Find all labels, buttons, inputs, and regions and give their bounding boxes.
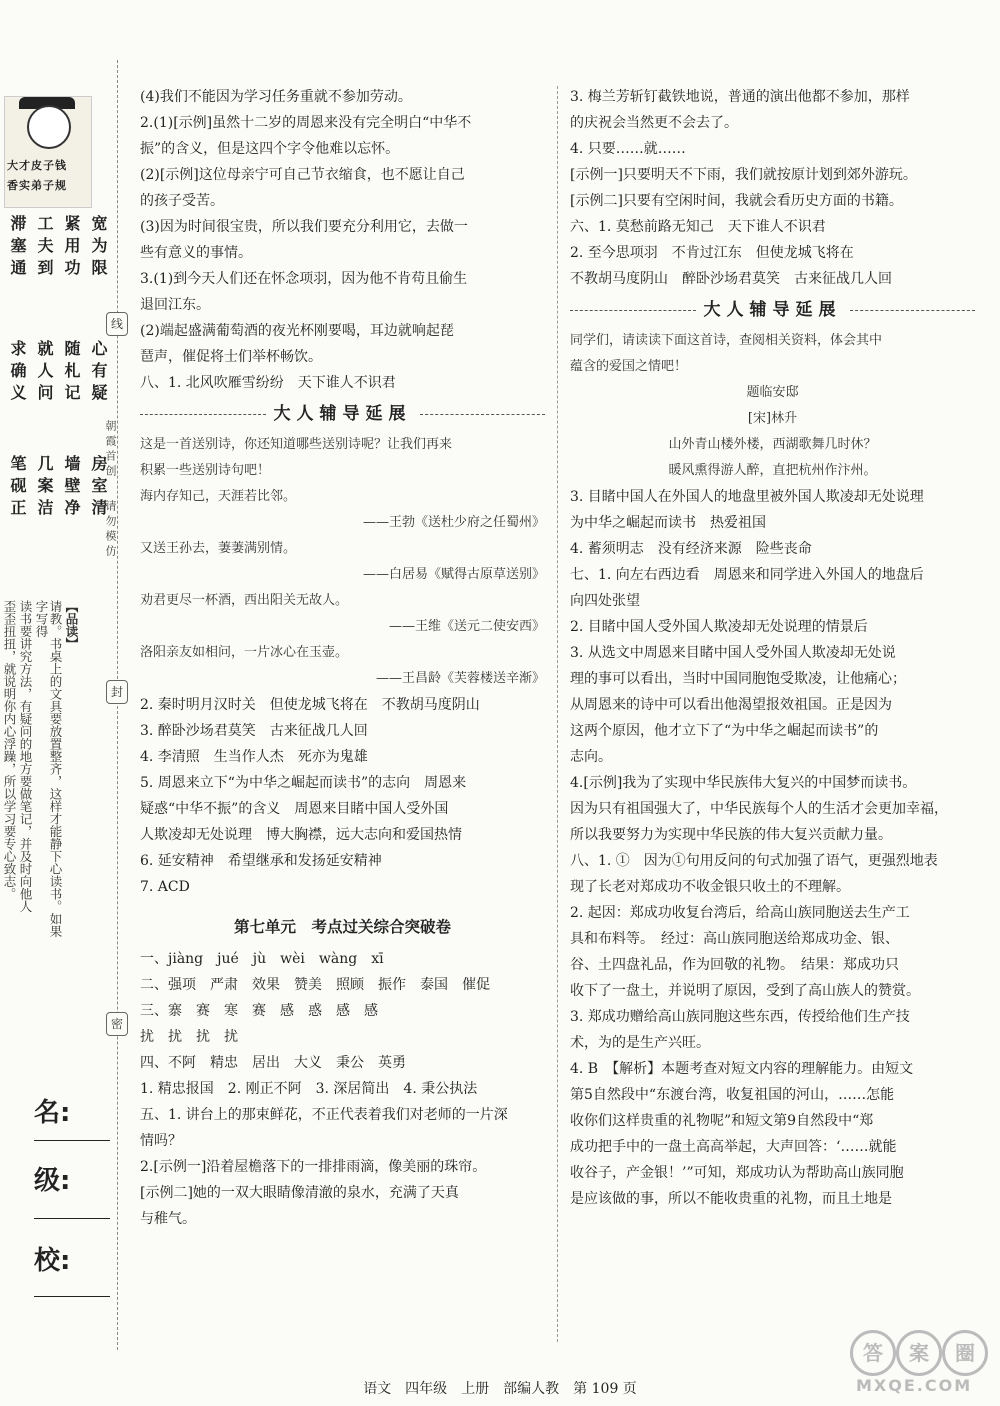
answer-line: 2. 至今思项羽 不肯过江东 但使龙城飞将在	[570, 245, 854, 261]
left-extension	[140, 432, 545, 692]
answer-line: 一、jiàng jué jù wèi wàng xī	[140, 951, 384, 967]
answer-line: 4. 李清照 生当作人杰 死亦为鬼雄	[140, 749, 368, 765]
answer-line: 四、不阿 精忠 居出 大义 秉公 英勇	[140, 1055, 406, 1071]
answer-line: 收你们这样贵重的礼物呢”和短文第9自然段中“郑	[570, 1113, 874, 1129]
verse-column: 心有疑	[89, 340, 108, 406]
answer-line: 琶声，催促将士们举杯畅饮。	[140, 349, 322, 365]
grade-underline	[34, 1218, 110, 1219]
answer-line: 2. 目睹中国人受外国人欺凌却无处说理的情景后	[570, 619, 868, 635]
verse-column: 房室清	[89, 455, 108, 521]
answer-line: 具和布料等。 经过：高山族同胞送给郑成功金、银、	[570, 931, 899, 947]
answer-line: 收谷子，产金银！’”可知，郑成功认为帮助高山族同胞	[570, 1165, 904, 1181]
left-answers	[140, 84, 545, 396]
right-column	[570, 84, 975, 1212]
verse-column: 墙壁净	[62, 455, 81, 521]
answer-line: 4. 蓄须明志 没有经济来源 险些丧命	[570, 541, 812, 557]
answer-line: [宋]林升	[747, 411, 798, 426]
answer-line: 退回江东。	[140, 297, 210, 313]
answer-line: 第5自然段中“东渡台湾，收复祖国的河山，……怎能	[570, 1087, 895, 1103]
dizigui-verses-2	[6, 340, 110, 406]
answer-line: 疑惑“中华不振”的含义 周恩来目睹中国人受外国	[140, 801, 449, 817]
answer-line: 八、1. 北风吹雁雪纷纷 天下谁人不识君	[140, 375, 396, 391]
right-answers	[570, 84, 975, 292]
verse-column: 紧用功	[62, 215, 81, 281]
column-divider	[557, 86, 558, 1342]
answer-line: 理的事可以看出，当时中国同胞饱受欺凌，让他痛心；	[570, 671, 906, 687]
tip-heading: 【品读】	[64, 600, 79, 650]
answer-line: 八、1. ① 因为①句用反问的句式加强了语气，更强烈地表	[570, 853, 938, 869]
banner-rule	[420, 414, 546, 415]
answer-line: 积累一些送别诗句吧！	[140, 463, 271, 478]
banner-title: 大人辅导延展	[703, 300, 842, 320]
page-footer: 语文 四年级 上册 部编人教 第 109 页	[363, 1381, 637, 1397]
logo-line2: 香实弟子规	[7, 179, 67, 192]
answer-line: 4. 只要……就……	[570, 141, 686, 157]
answer-line: 术，为的是生产兴旺。	[570, 1035, 710, 1051]
answer-line: 向四处张望	[570, 593, 640, 609]
reading-tip	[2, 600, 79, 940]
answer-line: (4)我们不能因为学习任务重就不参加劳动。	[140, 89, 412, 105]
banner-rule	[850, 310, 976, 311]
answer-line: [示例二]只要有空闲时间，我就会看历史方面的书籍。	[570, 193, 903, 209]
watermark-char: 圈	[942, 1330, 988, 1376]
answer-line: 情吗？	[140, 1133, 182, 1149]
banner-title: 大人辅导延展	[273, 404, 412, 424]
name-underline	[34, 1140, 110, 1141]
seal-xian: 线	[106, 312, 128, 336]
verse-column: 就人问	[35, 340, 54, 406]
right-extension-banner	[570, 295, 975, 325]
right-extension	[570, 328, 975, 484]
watermark	[850, 1330, 986, 1398]
answer-line: [示例二]她的一双大眼睛像清澈的泉水，充满了天真	[140, 1185, 459, 1201]
answer-line: 2.(1)[示例]虽然十二岁的周恩来没有完全明白“中华不	[140, 115, 472, 131]
answer-line: (2)[示例]这位母亲宁可自己节衣缩食，也不愿让自己	[140, 167, 465, 183]
left-column	[140, 84, 545, 1232]
answer-line: 振”的含义，但是这四个字令他难以忘怀。	[140, 141, 400, 157]
verse-column: 滞塞通	[8, 215, 27, 281]
answer-line: 蕴含的爱国之情吧！	[570, 359, 688, 374]
answer-line: (2)端起盛满葡萄酒的夜光杯刚要喝，耳边就响起琵	[140, 323, 454, 339]
verse-column: 工夫到	[35, 215, 54, 281]
dizigui-verses-3	[6, 455, 110, 521]
tip-column: 读书要讲究方法，有疑问的地方要做笔记，并及时向他人	[18, 600, 33, 913]
answer-line: 7. ACD	[140, 879, 190, 895]
answer-line: 3. 梅兰芳斩钉截铁地说，普通的演出他都不参加，那样	[570, 89, 910, 105]
name-field	[34, 1092, 114, 1129]
answer-line: ——王维《送元二使安西》	[388, 619, 545, 634]
seal-feng: 封	[106, 680, 128, 704]
answer-line: 收下了一盘土，并说明了原因，受到了高山族人的赞赏。	[570, 983, 920, 999]
answer-line: 3. 醉卧沙场君莫笑 古来征战几人回	[140, 723, 368, 739]
answer-line: 扰 扰 扰 扰	[140, 1029, 238, 1045]
grade-label: 级:	[34, 1166, 71, 1196]
answer-line: 谷、土四盘礼品，作为回敬的礼物。 结果：郑成功只	[570, 957, 899, 973]
school-field	[34, 1240, 114, 1277]
answer-line: 6. 延安精神 希望继承和发扬延安精神	[140, 853, 382, 869]
answer-line: 同学们，请读读下面这首诗，查阅相关资料，体会其中	[570, 333, 883, 348]
school-label: 校:	[34, 1246, 71, 1276]
answer-line: 这是一首送别诗，你还知道哪些送别诗呢？让我们再来	[140, 437, 453, 452]
notice-2: 请勿模仿	[104, 500, 117, 560]
answer-line: 山外青山楼外楼，西湖歌舞几时休？	[668, 437, 877, 452]
answer-line: 3.(1)到今天人们还在怀念项羽，因为他不肯苟且偷生	[140, 271, 468, 287]
watermark-char: 答	[850, 1330, 896, 1376]
answer-line: 劝君更尽一杯酒，西出阳关无故人。	[140, 593, 349, 608]
verse-column: 笔砚正	[8, 455, 27, 521]
answer-line: 1. 精忠报国 2. 刚正不阿 3. 深居简出 4. 秉公执法	[140, 1081, 478, 1097]
verse-column: 求确义	[8, 340, 27, 406]
left-extension-banner	[140, 399, 545, 429]
answer-line: 不教胡马度阴山 醉卧沙场君莫笑 古来征战几人回	[570, 271, 892, 287]
answer-line: 5. 周恩来立下“为中华之崛起而读书”的志向 周恩来	[140, 775, 467, 791]
verse-column: 宽为限	[89, 215, 108, 281]
banner-rule	[140, 414, 266, 415]
school-underline	[34, 1296, 110, 1297]
answer-line: (3)因为时间很宝贵，所以我们要充分利用它，去做一	[140, 219, 468, 235]
binding-line	[117, 60, 118, 1350]
tip-column: 请教。书桌上的文具要放置整齐，这样才能静下心读书。如果字写得	[34, 600, 63, 938]
watermark-char: 案	[896, 1330, 942, 1376]
answer-line: 2. 秦时明月汉时关 但使龙城飞将在 不教胡马度阴山	[140, 697, 480, 713]
answer-line: 2. 起因：郑成功收复台湾后，给高山族同胞送去生产工	[570, 905, 910, 921]
name-label: 名:	[34, 1098, 71, 1128]
cartoon-face-icon	[27, 105, 71, 149]
answer-line: 五、1. 讲台上的那束鲜花，不正代表着我们对老师的一片深	[140, 1107, 508, 1123]
answer-line: 海内存知己，天涯若比邻。	[140, 489, 297, 504]
left-answers-more	[140, 692, 545, 900]
unit-title: 第七单元 考点过关综合突破卷	[233, 918, 451, 936]
answer-line: 3. 从选文中周恩来目睹中国人受外国人欺凌却无处说	[570, 645, 896, 661]
right-answers-more	[570, 484, 975, 1212]
answer-line: 为中华之崛起而读书 热爱祖国	[570, 515, 766, 531]
answer-line: 3. 郑成功赠给高山族同胞这些东西，传授给他们生产技	[570, 1009, 910, 1025]
answer-line: 与稚气。	[140, 1211, 196, 1227]
answer-line: 成功把手中的一盘土高高举起，大声回答：‘……就能	[570, 1139, 897, 1155]
answer-line: 志向。	[570, 749, 612, 765]
answer-line: 二、强项 严肃 效果 赞美 照顾 振作 泰国 催促	[140, 977, 490, 993]
answer-line: 2.[示例一]沿着屋檐落下的一排排雨滴，像美丽的珠帘。	[140, 1159, 487, 1175]
answer-line: 七、1. 向左右西边看 周恩来和同学进入外国人的地盘后	[570, 567, 924, 583]
answer-line: ——王勃《送杜少府之任蜀州》	[362, 515, 545, 530]
answer-line: 现了长老对郑成功不收金银只收土的不理解。	[570, 879, 850, 895]
watermark-url: MXQE.COM	[856, 1376, 973, 1395]
answer-line: 4. B 【解析】本题考查对短文内容的理解能力。由短文	[570, 1061, 914, 1077]
answer-line: 题临安邸	[746, 385, 799, 400]
answer-line: 4.[示例]我为了实现中华民族伟大复兴的中国梦而读书。	[570, 775, 917, 791]
seal-mi: 密	[106, 1012, 128, 1036]
dizigui-verses	[6, 215, 110, 281]
answer-line: 六、1. 莫愁前路无知己 天下谁人不识君	[570, 219, 826, 235]
answer-line: ——白居易《赋得古原草送别》	[362, 567, 545, 582]
answer-line: 的孩子受苦。	[140, 193, 224, 209]
answer-line: 因为只有祖国强大了，中华民族每个人的生活才会更加幸福，	[570, 801, 948, 817]
answer-line: 些有意义的事情。	[140, 245, 252, 261]
page-margin	[0, 0, 123, 1406]
logo	[4, 96, 92, 208]
verse-column: 随札记	[62, 340, 81, 406]
unit-answers	[140, 946, 545, 1232]
logo-line1: 大才皮子钱	[7, 159, 67, 172]
answer-line: 的庆祝会当然更不会去了。	[570, 115, 738, 131]
answer-line: [示例一]只要明天不下雨，我们就按原计划到郊外游玩。	[570, 167, 917, 183]
answer-line: 暖风熏得游人醉，直把杭州作汴州。	[668, 463, 877, 478]
answer-line: 三、寨 赛 寒 赛 感 惑 感 感	[140, 1003, 378, 1019]
answer-line: 是应该做的事，所以不能收贵重的礼物，而且土地是	[570, 1191, 892, 1207]
answer-line: 3. 目睹中国人在外国人的地盘里被外国人欺凌却无处说理	[570, 489, 924, 505]
answer-line: 这两个原因，他才立下了“为中华之崛起而读书”的	[570, 723, 879, 739]
notice-1: 朝霞首创	[104, 420, 117, 480]
answer-line: 从周恩来的诗中可以看出他渴望报效祖国。正是因为	[570, 697, 892, 713]
answer-line: 洛阳亲友如相问，一片冰心在玉壶。	[140, 645, 349, 660]
grade-field	[34, 1160, 114, 1197]
verse-column: 几案洁	[35, 455, 54, 521]
answer-line: ——王昌龄《芙蓉楼送辛渐》	[375, 671, 545, 686]
answer-line: 所以我要努力为实现中华民族的伟大复兴贡献力量。	[570, 827, 892, 843]
tip-column: 歪歪扭扭，就说明你内心浮躁，所以学习要专心致志。	[2, 600, 17, 900]
answer-line: 人欺凌却无处说理 博大胸襟，远大志向和爱国热情	[140, 827, 462, 843]
answer-line: 又送王孙去，萋萋满别情。	[140, 541, 297, 556]
banner-rule	[570, 310, 696, 311]
